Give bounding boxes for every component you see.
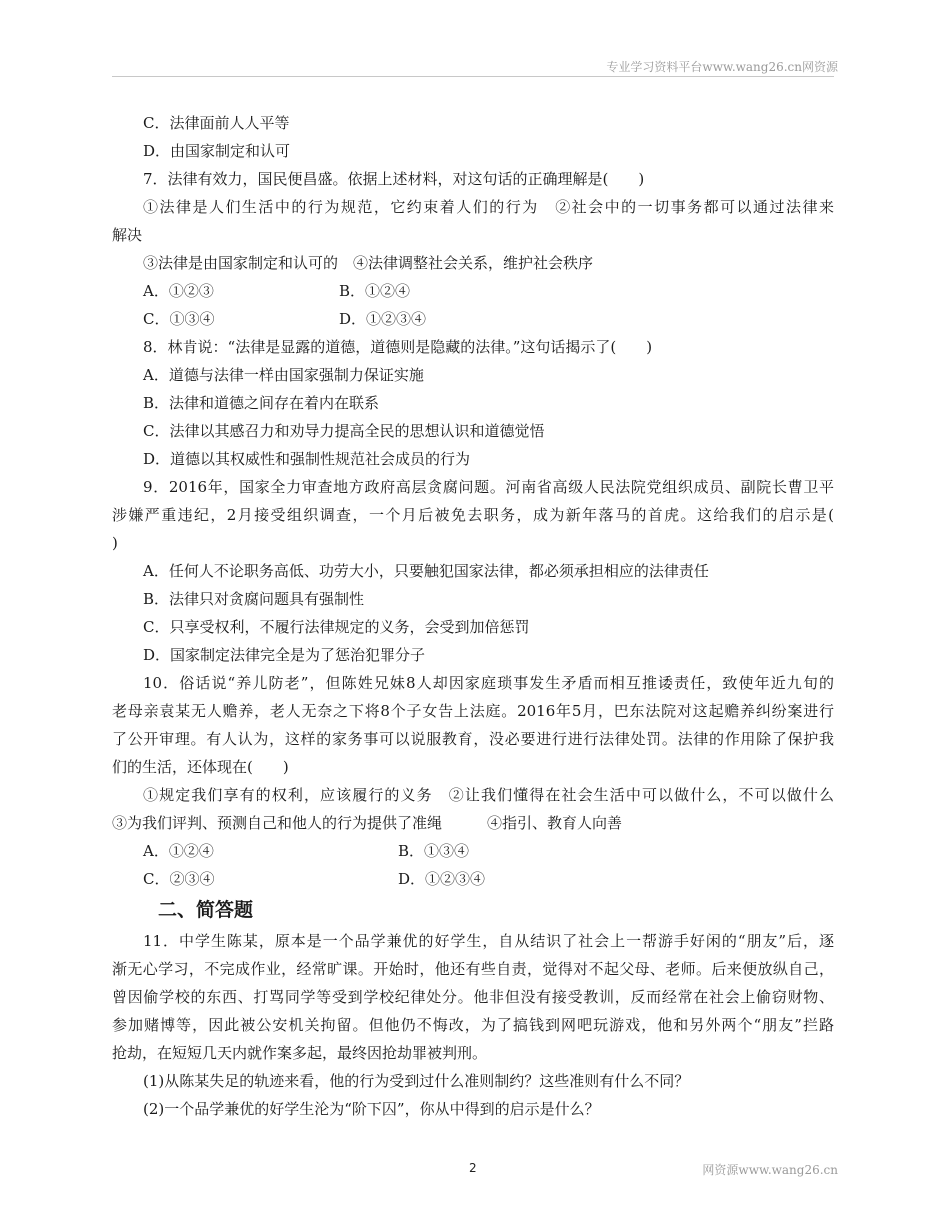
q10-stem-line-2: 老母亲袁某无人赡养，老人无奈之下将8个子女告上法庭。2016年5月，巴东法院对这起赡养纠纷案进行 [112, 702, 834, 720]
q11-part-1: (1)从陈某失足的轨迹来看，他的行为受到过什么准则制约？这些准则有什么不同？ [143, 1072, 690, 1090]
q7-option-b: B．①②④ [339, 282, 411, 300]
q11-stem-line-5: 抢劫，在短短几天内就作案多起，最终因抢劫罪被判刑。 [112, 1044, 488, 1062]
q11-stem-line-3: 曾因偷学校的东西、打骂同学等受到学校纪律处分。他非但没有接受教训，反而经常在社会上偷窃财物、 [112, 988, 834, 1006]
q10-stem-line-1: 10．俗话说“养儿防老”，但陈姓兄妹8人却因家庭琐事发生矛盾而相互推诿责任，致使年近九旬的 [143, 674, 834, 692]
q10-options-row-2 [112, 865, 834, 893]
q10-options-row-1 [112, 837, 834, 865]
page-number: 2 [469, 1161, 477, 1175]
q7-statement-2: ③法律是由国家制定和认可的 ④法律调整社会关系，维护社会秩序 [143, 254, 594, 272]
q10-stem-line-4: 们的生活，还体现在( ) [112, 758, 289, 776]
q7-options-row-1 [112, 277, 834, 305]
q7-statement-1-cont: 解决 [112, 226, 143, 244]
q6-option-c: C．法律面前人人平等 [143, 114, 290, 132]
q8-option-c: C．法律以其感召力和劝导力提高全民的思想认识和道德觉悟 [143, 422, 545, 440]
q7-option-a: A．①②③ [143, 282, 214, 300]
q8-option-a: A．道德与法律一样由国家强制力保证实施 [143, 366, 424, 384]
q8-option-d: D．道德以其权威性和强制性规范社会成员的行为 [143, 450, 471, 468]
q10-option-c: C．②③④ [143, 870, 215, 888]
header-watermark: 专业学习资料平台www.wang26.cn网资源 [606, 60, 838, 74]
q8-option-b: B．法律和道德之间存在着内在联系 [143, 394, 380, 412]
q10-option-b: B．①③④ [398, 842, 470, 860]
q7-option-d: D．①②③④ [339, 310, 427, 328]
q11-part-2: (2)一个品学兼优的好学生沦为“阶下囚”，你从中得到的启示是什么？ [143, 1100, 600, 1118]
q9-option-c: C．只享受权利，不履行法律规定的义务，会受到加倍惩罚 [143, 618, 530, 636]
section-title: 二、简答题 [158, 899, 254, 921]
q10-statement-2: ③为我们评判、预测自己和他人的行为提供了准绳 ④指引、教育人向善 [112, 814, 623, 832]
q9-stem-line-3: ) [112, 534, 118, 552]
q9-option-b: B．法律只对贪腐问题具有强制性 [143, 590, 365, 608]
q9-stem-line-1: 9．2016年，国家全力审查地方政府高层贪腐问题。河南省高级人民法院党组织成员、副院长曹卫平 [143, 478, 834, 496]
q6-option-d: D．由国家制定和认可 [143, 142, 291, 160]
q11-stem-line-4: 参加赌博等，因此被公安机关拘留。但他仍不悔改，为了搞钱到网吧玩游戏，他和另外两个“朋友”拦路 [112, 1016, 834, 1034]
header-rule [112, 76, 834, 77]
q9-stem-line-2: 涉嫌严重违纪，2月接受组织调查，一个月后被免去职务，成为新年落马的首虎。这给我们的启示是( [112, 506, 834, 524]
q8-stem: 8．林肯说：“法律是显露的道德，道德则是隐藏的法律。”这句话揭示了( ) [143, 338, 653, 356]
q11-stem-line-2: 渐无心学习，不完成作业，经常旷课。开始时，他还有些自责，觉得对不起父母、老师。后来便放纵自己， [112, 960, 834, 978]
q11-stem-line-1: 11．中学生陈某，原本是一个品学兼优的好学生，自从结识了社会上一帮游手好闲的“朋友”后，逐 [143, 932, 834, 950]
q10-stem-line-3: 了公开审理。有人认为，这样的家务事可以说服教育，没必要进行进行法律处罚。法律的作用除了保护我 [112, 730, 834, 748]
q10-statement-1: ①规定我们享有的权利，应该履行的义务 ②让我们懂得在社会生活中可以做什么，不可以做什么 [143, 786, 834, 804]
q9-option-d: D．国家制定法律完全是为了惩治犯罪分子 [143, 646, 426, 664]
q10-option-a: A．①②④ [143, 842, 214, 860]
page-content [112, 109, 834, 1123]
q7-options-row-2 [112, 305, 834, 333]
q7-option-c: C．①③④ [143, 310, 215, 328]
q9-option-a: A．任何人不论职务高低、功劳大小，只要触犯国家法律，都必须承担相应的法律责任 [143, 562, 709, 580]
q10-option-d: D．①②③④ [398, 870, 486, 888]
q7-stem: 7．法律有效力，国民便昌盛。依据上述材料，对这句话的正确理解是( ) [143, 170, 645, 188]
q7-statement-1: ①法律是人们生活中的行为规范，它约束着人们的行为 ②社会中的一切事务都可以通过法律来 [143, 198, 834, 216]
footer-watermark: 网资源www.wang26.cn [702, 1163, 838, 1177]
